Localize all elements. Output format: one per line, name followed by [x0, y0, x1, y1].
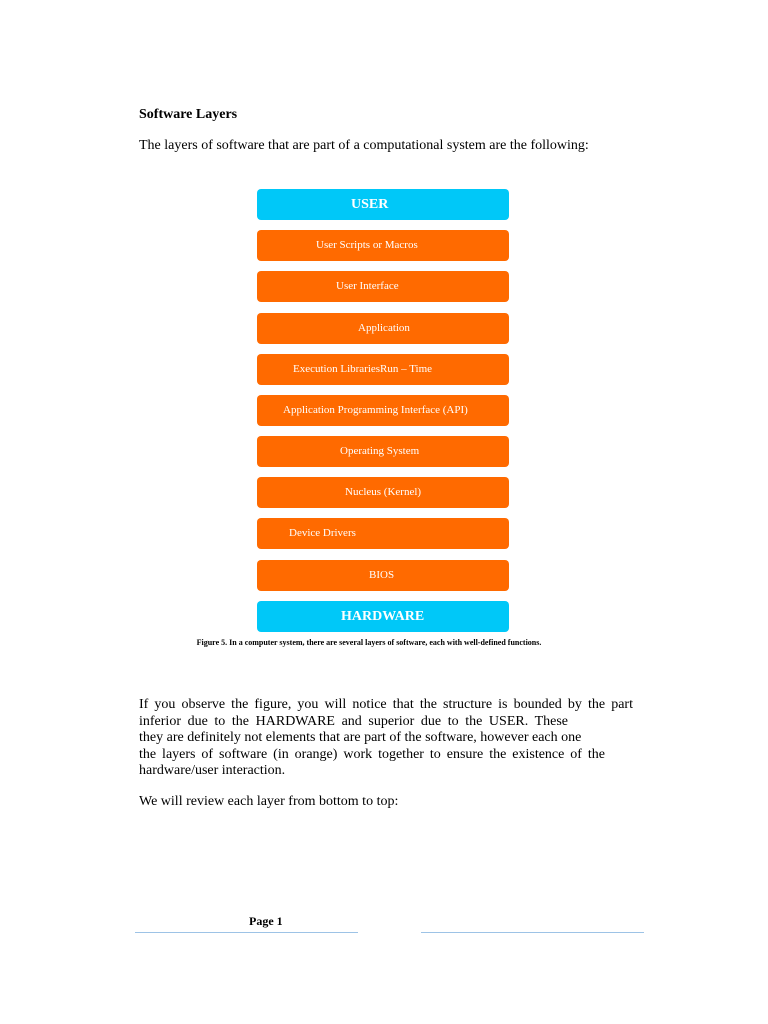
footer-rule-left [135, 932, 358, 933]
layer-device-drivers [257, 518, 509, 549]
layer-api [257, 395, 509, 426]
layer-label: USER [351, 197, 389, 212]
layer-label: Nucleus (Kernel) [345, 486, 422, 498]
figure-caption: Figure 5. In a computer system, there are several layers of software, each with well-defined functions. [196, 638, 542, 647]
layer-bios [257, 560, 509, 591]
body-paragraph [139, 697, 633, 780]
layer-label: Execution LibrariesRun – Time [293, 363, 433, 375]
layer-execution-libraries [257, 354, 509, 385]
paragraph-line: they are definitely not elements that are part of the software, however each one [139, 730, 582, 745]
layer-user-interface [257, 271, 509, 302]
page-heading: Software Layers [139, 107, 238, 122]
intro-text: The layers of software that are part of a computational system are the following: [139, 138, 589, 153]
footer-rule-right [421, 932, 644, 933]
layer-kernel [257, 477, 509, 508]
layer-hardware [257, 601, 509, 632]
layer-label: BIOS [369, 569, 395, 581]
layer-label: User Scripts or Macros [316, 239, 418, 251]
layer-application [257, 313, 509, 344]
footer-page-label: Page 1 [249, 914, 283, 928]
layer-label: Device Drivers [289, 527, 356, 539]
layer-label: HARDWARE [341, 609, 425, 624]
layer-label: User Interface [336, 280, 399, 292]
layer-operating-system [257, 436, 509, 467]
layer-user-scripts [257, 230, 509, 261]
paragraph-line: If you observe the figure, you will notice that the structure is bounded by the part [139, 697, 633, 712]
layer-label: Operating System [340, 445, 420, 457]
review-text: We will review each layer from bottom to top: [139, 794, 399, 809]
layer-user [257, 189, 509, 220]
paragraph-line: hardware/user interaction. [139, 763, 286, 778]
layer-label: Application [358, 322, 410, 334]
paragraph-line: inferior due to the HARDWARE and superior due to the USER. These [139, 713, 568, 729]
paragraph-line: the layers of software (in orange) work together to ensure the existence of the [139, 746, 605, 762]
layer-label: Application Programming Interface (API) [283, 404, 468, 416]
